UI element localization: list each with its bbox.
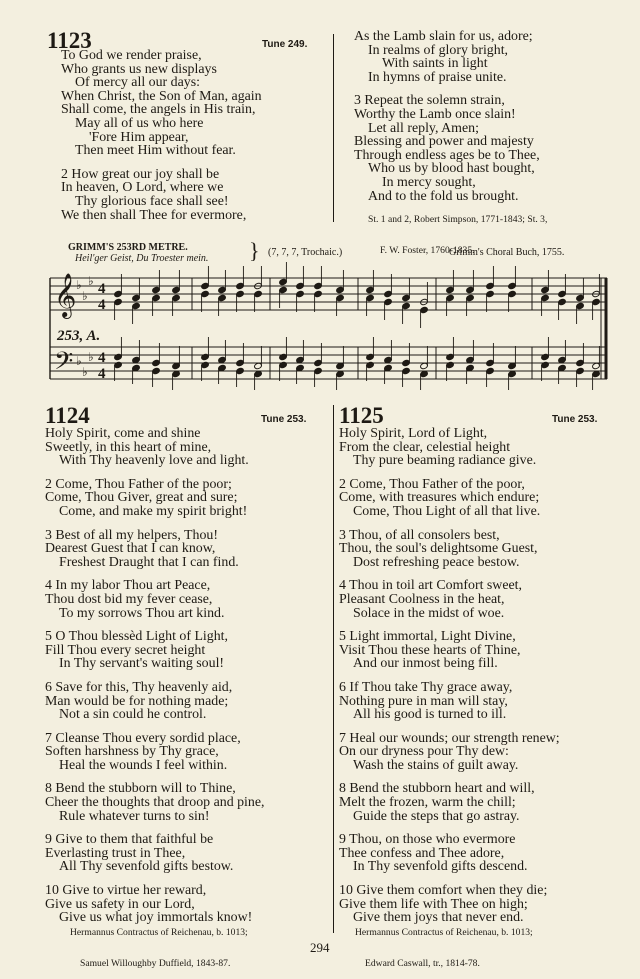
- stanza: [45, 630, 265, 671]
- verse-line: 6 Save for this, Thy heavenly aid,: [45, 679, 233, 695]
- column-divider-top: [333, 34, 334, 222]
- stanza: [339, 833, 560, 874]
- tune-first-line: Heil'ger Geist, Du Troester mein.: [75, 253, 209, 264]
- svg-text:4: 4: [98, 350, 106, 366]
- stanza: [61, 49, 262, 158]
- hymn-1124-credit: Hermannus Contractus of Reichenau, b. 1013; Samuel Willoughby Duffield, 1843-87.: [70, 927, 248, 970]
- verse-line: Who us by blood hast bought,: [368, 161, 535, 177]
- brace-icon: }: [249, 238, 260, 263]
- verse-line: With saints in light: [382, 56, 488, 72]
- verse-line: 3 Thou, of all consolers best,: [339, 527, 500, 543]
- svg-text:♭: ♭: [82, 365, 88, 379]
- verse-line: In realms of glory bright,: [368, 42, 509, 58]
- stanza: [339, 529, 560, 570]
- verse-line: 8 Bend the stubborn heart and will,: [339, 781, 535, 797]
- verse-line: Give us safety in our Lord,: [45, 896, 195, 912]
- verse-line: 8 Bend the stubborn will to Thine,: [45, 781, 236, 797]
- column-divider-bottom: [333, 405, 334, 933]
- verse-line: Heal the wounds I feel within.: [59, 757, 228, 773]
- verse-line: In hymns of praise unite.: [368, 69, 507, 85]
- tune-number-label: 253, A.: [57, 328, 101, 344]
- verse-line: Melt the frozen, warm the chill;: [339, 795, 516, 811]
- verse-line: Through endless ages be to Thee,: [354, 147, 540, 163]
- verse-line: Nothing pure in man will stay,: [339, 693, 508, 709]
- stanza: [339, 478, 560, 519]
- hymn-1125-stanzas: [339, 427, 560, 935]
- verse-line: Blessing and power and majesty: [354, 134, 534, 150]
- verse-line: And to the fold us brought.: [368, 188, 519, 204]
- verse-line: In Thy sevenfold gifts descend.: [353, 859, 528, 875]
- tune-metre-pattern: (7, 7, 7, Trochaic.): [268, 247, 343, 258]
- stanza: [354, 94, 540, 203]
- stanza: [354, 30, 540, 84]
- verse-line: 7 Cleanse Thou every sordid place,: [45, 730, 241, 746]
- verse-line: 10 Give them comfort when they die;: [339, 883, 548, 899]
- verse-line: From the clear, celestial height: [339, 439, 511, 455]
- verse-line: Thou dost bid my fever cease,: [45, 591, 213, 607]
- verse-line: Thou, the soul's delightsome Guest,: [339, 541, 538, 557]
- verse-line: 2 How great our joy shall be: [61, 166, 220, 182]
- stanza: [45, 732, 265, 773]
- verse-line: Guide the steps that go astray.: [353, 808, 520, 824]
- verse-line: Soften harshness by Thy grace,: [45, 744, 219, 760]
- verse-line: May all of us who here: [75, 115, 204, 131]
- hymn-number-1123: 1123: [47, 28, 92, 53]
- verse-line: In Thy servant's waiting soul!: [59, 656, 225, 672]
- verse-line: Of mercy all our days:: [75, 75, 200, 91]
- barlines: [50, 278, 606, 379]
- svg-text:♭: ♭: [88, 350, 94, 364]
- verse-line: Come, Thou Giver, great and sure;: [45, 490, 238, 506]
- verse-line: When Christ, the Son of Man, again: [61, 88, 262, 104]
- svg-text:♭: ♭: [82, 289, 88, 303]
- stanza: [45, 478, 265, 519]
- stanza: [45, 833, 265, 874]
- stanza: [339, 732, 560, 773]
- verse-line: In heaven, O Lord, where we: [61, 180, 224, 196]
- verse-line: Thy glorious face shall see!: [75, 193, 229, 209]
- verse-line: We then shall Thee for evermore,: [61, 207, 247, 223]
- svg-text:4: 4: [98, 297, 106, 313]
- verse-line: 3 Best of all my helpers, Thou!: [45, 527, 218, 543]
- verse-line: Thy pure beaming radiance give.: [353, 453, 537, 469]
- stanza: [45, 782, 265, 823]
- verse-line: With Thy heavenly love and light.: [59, 453, 249, 469]
- verse-line: 4 Thou in toil art Comfort sweet,: [339, 578, 522, 594]
- verse-line: 7 Heal our wounds; our strength renew;: [339, 730, 560, 746]
- tune-source: Grimm's Choral Buch, 1755.: [449, 247, 565, 258]
- verse-line: 5 O Thou blessèd Light of Light,: [45, 629, 229, 645]
- verse-line: Then meet Him without fear.: [75, 143, 236, 159]
- verse-line: Shall come, the angels in His train,: [61, 102, 256, 118]
- hymn-1123-credit: St. 1 and 2, Robert Simpson, 1771-1843; St. 3, F. W. Foster, 1760-1835.: [368, 214, 548, 257]
- stanza: [45, 427, 265, 468]
- verse-line: Come, Thou Light of all that live.: [353, 503, 541, 519]
- verse-line: Give us what joy immortals know!: [59, 910, 253, 926]
- hymn-1125-credit: Hermannus Contractus of Reichenau, b. 1013; Edward Caswall, tr., 1814-78.: [355, 927, 533, 970]
- stanza: [339, 427, 560, 468]
- verse-line: Thee confess and Thee adore,: [339, 845, 505, 861]
- verse-line: 6 If Thou take Thy grace away,: [339, 679, 513, 695]
- stanza: [339, 782, 560, 823]
- verse-line: Give them life with Thee on high;: [339, 896, 528, 912]
- verse-line: As the Lamb slain for us, adore;: [354, 29, 533, 44]
- verse-line: Wash the stains of guilt away.: [353, 757, 519, 773]
- page-number: 294: [310, 940, 330, 955]
- tune-reference-1124: Tune 253.: [261, 414, 307, 425]
- svg-text:♭: ♭: [76, 278, 82, 292]
- svg-text:4: 4: [98, 281, 106, 297]
- stanza: [339, 681, 560, 722]
- verse-line: Dost refreshing peace bestow.: [353, 554, 520, 570]
- verse-line: Solace in the midst of woe.: [353, 605, 505, 621]
- stanza: [45, 681, 265, 722]
- verse-line: Come, with treasures which endure;: [339, 490, 540, 506]
- stanza: [339, 630, 560, 671]
- stanza: [45, 529, 265, 570]
- stanza: [45, 579, 265, 620]
- stanza: [339, 579, 560, 620]
- verse-line: To my sorrows Thou art kind.: [59, 605, 225, 621]
- verse-line: 9 Thou, on those who evermore: [339, 832, 516, 848]
- verse-line: Sweetly, in this heart of mine,: [45, 439, 212, 455]
- verse-line: On our dryness pour Thy dew:: [339, 744, 509, 760]
- svg-text:♭: ♭: [88, 274, 94, 288]
- svg-text:♭: ♭: [76, 354, 82, 368]
- verse-line: In mercy sought,: [382, 174, 476, 190]
- verse-line: Rule whatever turns to sin!: [59, 808, 210, 824]
- tune-reference-1125: Tune 253.: [552, 414, 598, 425]
- verse-line: Holy Spirit, come and shine: [45, 426, 201, 441]
- verse-line: Cheer the thoughts that droop and pine,: [45, 795, 265, 811]
- verse-line: Not a sin could he control.: [59, 707, 207, 723]
- verse-line: All his good is turned to ill.: [353, 707, 507, 723]
- verse-line: Let all reply, Amen;: [368, 120, 479, 136]
- verse-line: 3 Repeat the solemn strain,: [354, 93, 505, 109]
- verse-line: 'Fore Him appear,: [89, 129, 189, 145]
- verse-line: Fill Thou every secret height: [45, 642, 206, 658]
- verse-line: Everlasting trust in Thee,: [45, 845, 186, 861]
- tune-meter-name: GRIMM'S 253RD METRE.: [68, 242, 188, 253]
- verse-line: Dearest Guest that I can know,: [45, 541, 216, 557]
- verse-line: Pleasant Coolness in the heat,: [339, 591, 505, 607]
- verse-line: 4 In my labor Thou art Peace,: [45, 578, 211, 594]
- verse-line: 5 Light immortal, Light Divine,: [339, 629, 516, 645]
- verse-line: Holy Spirit, Lord of Light,: [339, 426, 488, 441]
- verse-line: Man would be for nothing made;: [45, 693, 229, 709]
- stanza: [61, 168, 262, 222]
- hymn-1123-right-column: [354, 30, 540, 213]
- verse-line: 9 Give to them that faithful be: [45, 832, 214, 848]
- svg-text:4: 4: [98, 366, 106, 382]
- verse-line: Worthy the Lamb once slain!: [354, 106, 516, 122]
- treble-clef-icon: 𝄞: [54, 273, 77, 317]
- verse-line: Give them joys that never end.: [353, 910, 524, 926]
- hymn-1123-left-column: [61, 49, 262, 232]
- hymn-number-1124: 1124: [45, 403, 90, 428]
- verse-line: 2 Come, Thou Father of the poor,: [339, 476, 525, 492]
- verse-line: All Thy sevenfold gifts bestow.: [59, 859, 234, 875]
- music-score: [0, 262, 640, 402]
- verse-line: Freshest Draught that I can find.: [59, 554, 239, 570]
- verse-line: 2 Come, Thou Father of the poor;: [45, 476, 232, 492]
- verse-line: Who grants us new displays: [61, 61, 217, 77]
- hymn-1124-stanzas: [45, 427, 265, 935]
- verse-line: And our inmost being fill.: [353, 656, 498, 672]
- verse-line: 10 Give to virtue her reward,: [45, 883, 207, 899]
- verse-line: To God we render praise,: [61, 48, 202, 63]
- verse-line: Come, and make my spirit bright!: [59, 503, 248, 519]
- tune-reference-1123: Tune 249.: [262, 39, 308, 50]
- hymn-number-1125: 1125: [339, 403, 384, 428]
- bass-clef-icon: 𝄢: [54, 347, 74, 382]
- verse-line: Visit Thou these hearts of Thine,: [339, 642, 521, 658]
